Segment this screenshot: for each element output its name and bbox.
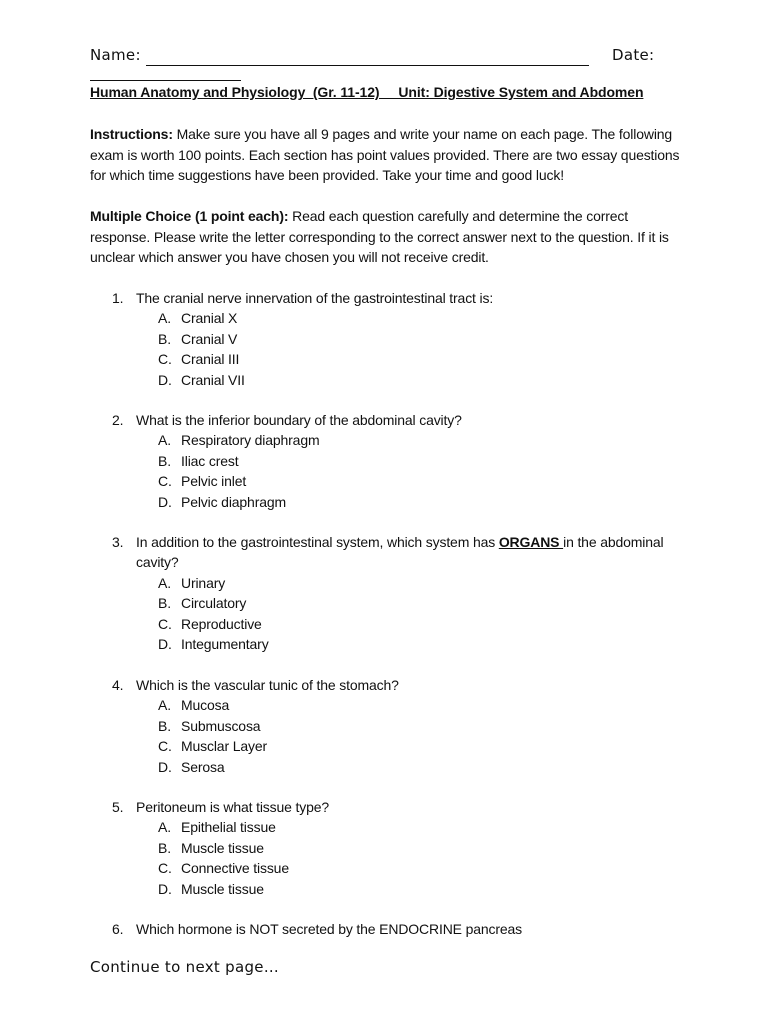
option-d [90, 879, 690, 899]
option-letter: D. [158, 493, 172, 510]
option-letter: B. [158, 839, 171, 856]
option-text: Respiratory diaphragm [181, 432, 320, 449]
multiple-choice-paragraph [90, 206, 690, 268]
continue-note: Continue to next page… [90, 958, 280, 976]
option-d [90, 492, 690, 512]
option-c [90, 614, 690, 634]
question-number: 1. [112, 290, 124, 306]
organs-emphasis: ORGANS [498, 534, 564, 550]
option-b [90, 593, 690, 613]
option-letter: A. [158, 819, 171, 836]
question-text [136, 532, 696, 573]
option-text: Cranial X [181, 310, 238, 327]
option-letter: A. [158, 697, 171, 714]
option-c [90, 858, 690, 878]
question-number: 4. [112, 677, 124, 693]
option-c [90, 471, 690, 491]
option-text: Muscle tissue [181, 880, 264, 897]
option-a [90, 817, 690, 837]
option-b [90, 451, 690, 471]
option-letter: A. [158, 574, 171, 591]
option-text: Circulatory [181, 595, 247, 612]
option-letter: C. [158, 615, 172, 632]
option-c [90, 736, 690, 756]
option-a [90, 573, 690, 593]
option-text: Cranial III [181, 351, 240, 368]
option-c [90, 349, 690, 369]
question-text: Which hormone is NOT secreted by the ENDOCRINE pancreas [136, 921, 522, 937]
option-letter: D. [158, 880, 172, 897]
option-text: Pelvic inlet [181, 473, 247, 490]
option-a [90, 430, 690, 450]
option-letter: C. [158, 860, 172, 877]
question-text: Peritoneum is what tissue type? [136, 799, 330, 815]
option-letter: B. [158, 330, 171, 347]
option-b [90, 329, 690, 349]
option-text: Pelvic diaphragm [181, 493, 286, 510]
question-text: Which is the vascular tunic of the stomach? [136, 677, 399, 693]
option-letter: A. [158, 310, 171, 327]
option-a [90, 695, 690, 715]
question-number: 3. [112, 534, 124, 550]
question-5 [90, 797, 690, 899]
option-letter: D. [158, 371, 172, 388]
multiple-choice-label: Multiple Choice (1 point each): [90, 208, 289, 224]
instructions-label: Instructions: [90, 126, 173, 142]
option-letter: C. [158, 351, 172, 368]
option-letter: D. [158, 635, 172, 652]
question-text-part: in the abdominal cavity? [136, 534, 664, 571]
option-text: Urinary [181, 574, 226, 591]
question-4 [90, 675, 690, 777]
question-text: The cranial nerve innervation of the gastrointestinal tract is: [136, 290, 494, 306]
question-text: What is the inferior boundary of the abdominal cavity? [136, 412, 462, 428]
option-d [90, 634, 690, 654]
option-letter: C. [158, 473, 172, 490]
option-text: Mucosa [181, 697, 230, 714]
option-letter: B. [158, 452, 171, 469]
option-text: Cranial VII [181, 371, 245, 388]
question-number: 5. [112, 799, 124, 815]
question-number: 6. [112, 921, 124, 937]
question-3 [90, 532, 690, 654]
question-6 [90, 919, 690, 939]
option-d [90, 370, 690, 390]
option-a [90, 308, 690, 328]
question-2 [90, 410, 690, 512]
option-text: Epithelial tissue [181, 819, 276, 836]
option-letter: A. [158, 432, 171, 449]
date-label: Date: [612, 46, 655, 64]
date-underline [90, 80, 241, 81]
instructions-paragraph [90, 124, 690, 186]
name-label: Name: [90, 46, 141, 64]
name-underline [146, 65, 589, 66]
option-text: Iliac crest [181, 452, 239, 469]
option-text: Integumentary [181, 635, 269, 652]
option-b [90, 716, 690, 736]
option-text: Cranial V [181, 330, 238, 347]
option-text: Musclar Layer [181, 738, 267, 755]
option-text: Serosa [181, 758, 225, 775]
multiple-choice-text: Read each question carefully and determine the correct response. Please write the letter corresponding to the correct answer next to the question. If it is unclear which answer you have chosen you will not receive credit. [90, 208, 669, 266]
option-letter: B. [158, 595, 171, 612]
option-letter: B. [158, 717, 171, 734]
option-text: Reproductive [181, 615, 262, 632]
question-text-part: In addition to the gastrointestinal system, which system has [136, 534, 499, 550]
exam-title: Human Anatomy and Physiology (Gr. 11-12) Unit: Digestive System and Abdomen [90, 84, 644, 100]
question-1 [90, 288, 690, 390]
option-letter: C. [158, 738, 172, 755]
option-d [90, 757, 690, 777]
instructions-text: Make sure you have all 9 pages and write your name on each page. The following exam is worth 100 points. Each section has point values provided. There are two essay questions for which time suggestions have been provided. Take your time and good luck! [90, 126, 680, 184]
option-text: Connective tissue [181, 860, 289, 877]
question-number: 2. [112, 412, 124, 428]
option-b [90, 838, 690, 858]
option-text: Submuscosa [181, 717, 261, 734]
option-text: Muscle tissue [181, 839, 264, 856]
option-letter: D. [158, 758, 172, 775]
